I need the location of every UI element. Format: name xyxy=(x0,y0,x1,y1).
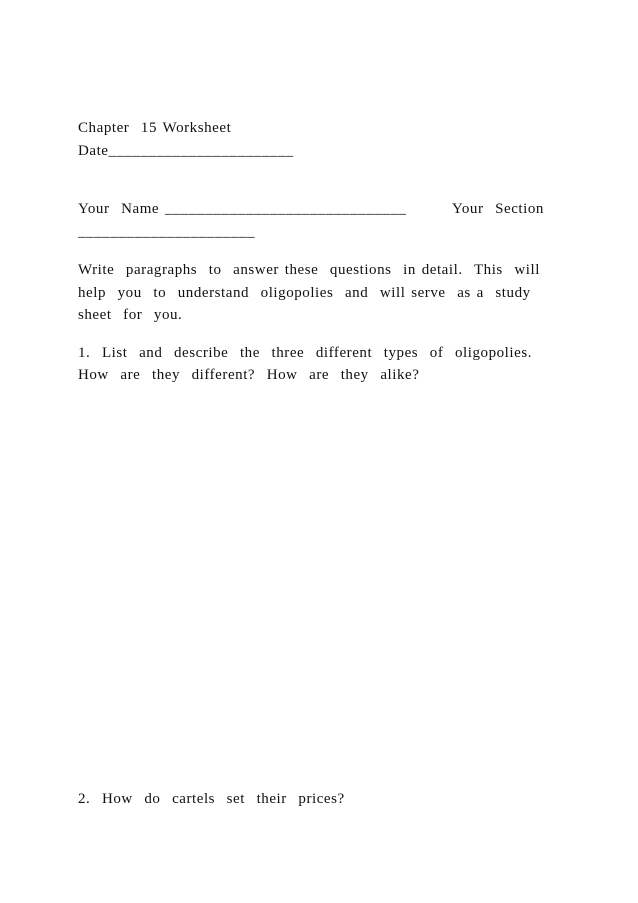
section-label: Your Section xyxy=(452,201,544,217)
question-2-line-1: 2. How do cartels set their prices? xyxy=(78,791,345,807)
section-blank-line: ______________________ xyxy=(78,224,256,240)
instructions-line-1: Write paragraphs to answer these questions in detail. This will xyxy=(78,262,540,278)
worksheet-title: Chapter 15 Worksheet xyxy=(78,120,232,136)
instructions-line-2: help you to understand oligopolies and will serve as a study xyxy=(78,285,531,301)
question-1-line-2: How are they different? How are they alike? xyxy=(78,367,420,383)
instructions-line-3: sheet for you. xyxy=(78,307,183,323)
question-1-line-1: 1. List and describe the three different types of oligopolies. xyxy=(78,345,533,361)
name-line: Your Name ______________________________ xyxy=(78,201,407,217)
date-line: Date_______________________ xyxy=(78,143,294,159)
